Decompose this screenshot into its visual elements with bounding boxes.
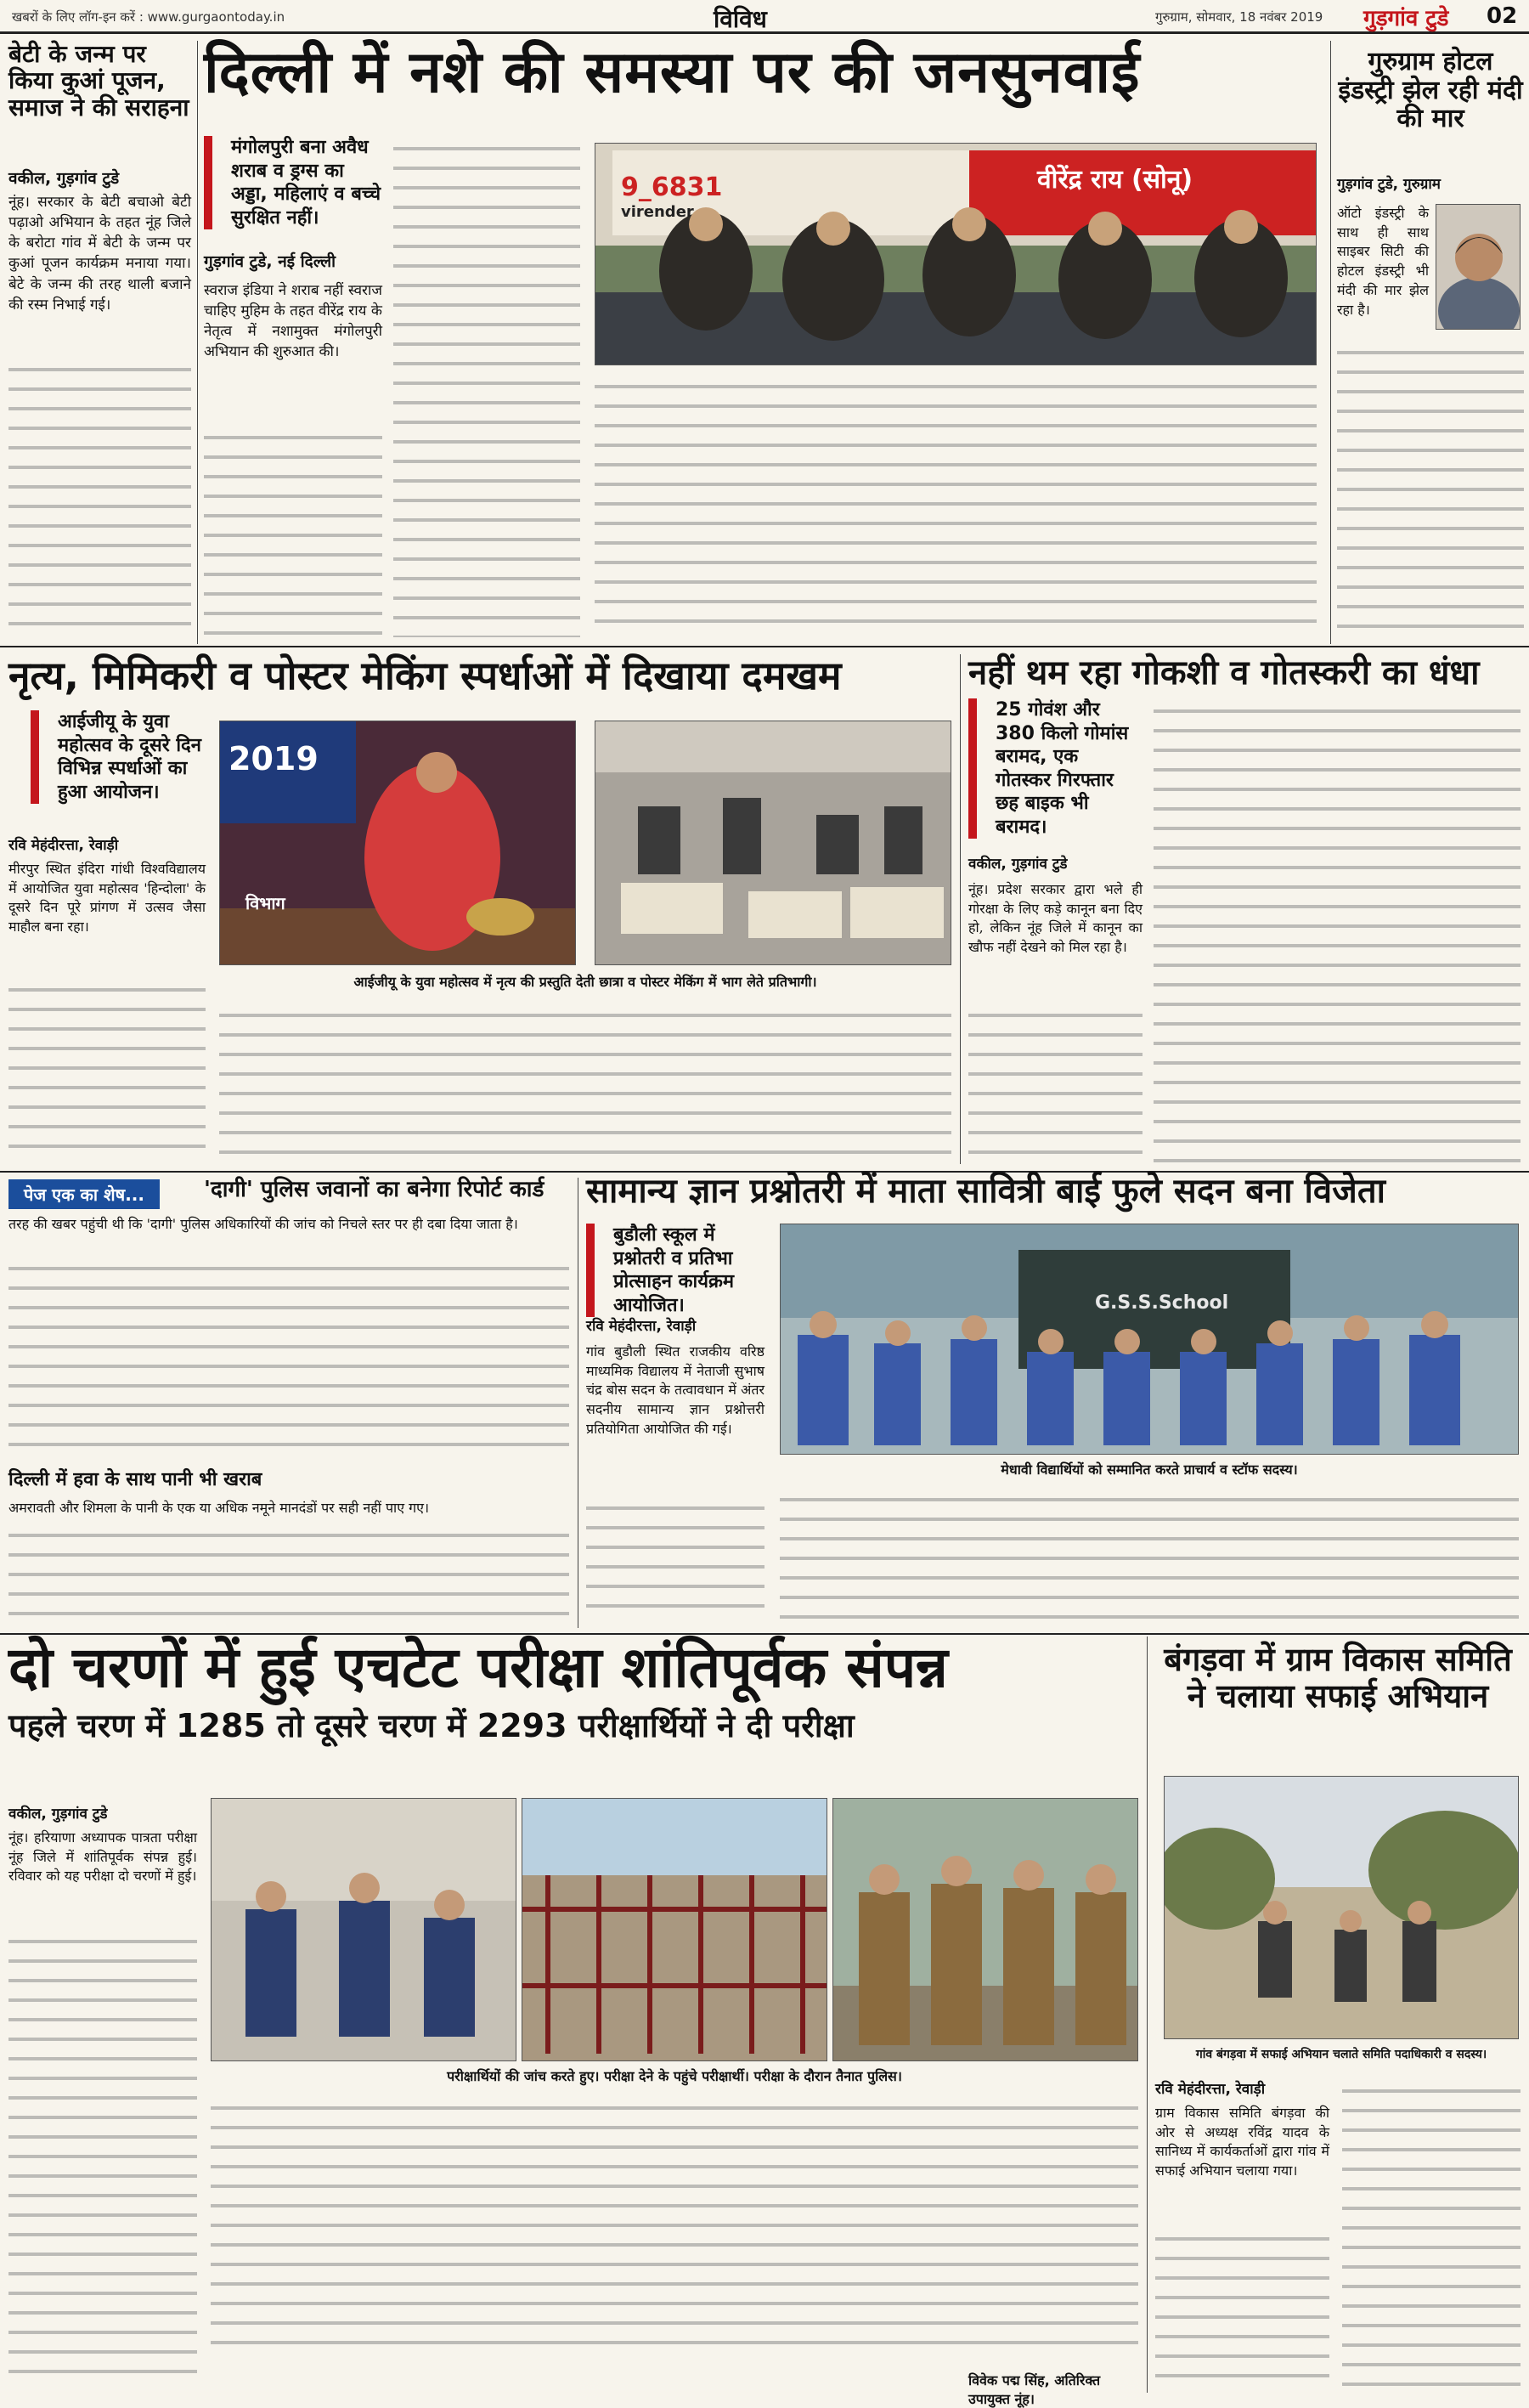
hotel-story-text-lines <box>1337 340 1524 637</box>
dance-story-text-lines-2 <box>219 1003 951 1164</box>
dance-story-headline: नृत्य, मिमिकरी व पोस्टर मेकिंग स्पर्धाओं में दिखाया दमखम <box>8 653 842 698</box>
cow-story-text-lines-2 <box>1154 698 1521 1164</box>
htet-photo-2 <box>522 1798 827 2061</box>
htet-photo-1-art <box>212 1799 516 2061</box>
clean-photo-art <box>1165 1777 1519 2039</box>
quiz-story-byline: रवि मेहंदीरत्ता, रेवाड़ी <box>586 1318 697 1335</box>
main-story-headline: दिल्ली में नशे की समस्या पर की जनसुनवाई <box>204 39 1141 106</box>
main-story-byline: गुड़गांव टुडे, नई दिल्ली <box>204 252 336 271</box>
cow-story-headline: नहीं थम रहा गोकशी व गोतस्करी का धंधा <box>968 653 1480 692</box>
main-photo-banner-name: virender <box>621 203 694 221</box>
main-story-text-lines-2 <box>393 136 580 637</box>
main-story-body: स्वराज इंडिया ने शराब नहीं स्वराज चाहिए मुहिम के तहत वीरेंद्र राय के नेतृत्व में नशामुक्त मंगोलपुरी अभियान की शुरुआत की। <box>204 282 382 361</box>
column-rule <box>197 41 198 644</box>
clean-story-headline: बंगड़वा में ग्राम विकास समिति ने चलाया सफाई अभियान <box>1164 1641 1512 1715</box>
htet-photo-2-art <box>522 1799 827 2061</box>
dance-photo-dept: विभाग <box>245 893 285 913</box>
girl-story-body: नूंह। सरकार के बेटी बचाओ बेटी पढ़ाओ अभियान के तहत नूंह जिले के बरोटा गांव में बेटी के जन्म पर कुआं पूजन कार्यक्रम मनाया गया। बेटे के जन्म की तरह थाली बजाने की रस्म निभाई गई। <box>8 194 191 314</box>
htet-story-text-lines-2 <box>211 2095 1138 2359</box>
clean-story-text-lines <box>1155 2226 1329 2388</box>
dance-story-body: मीरपुर स्थित इंदिरा गांधी विश्वविद्यालय में आयोजित युवा महोत्सव 'हिन्दोला' के दूसरे दिन पूरे प्रांगण में उत्सव जैसा माहौल बना रहा। <box>8 861 206 936</box>
masthead-date: गुरुग्राम, सोमवार, 18 नवंबर 2019 <box>1155 9 1323 25</box>
main-story-text-lines <box>204 425 382 637</box>
htet-story-byline: वकील, गुड़गांव टुडे <box>8 1806 108 1823</box>
dance-photo-caption: आईजीयू के युवा महोत्सव में नृत्य की प्रस्तुति देती छात्रा व पोस्टर मेकिंग में भाग लेते प्रतिभागी। <box>353 974 817 990</box>
main-photo-banner-number: 9_6831 <box>621 172 723 202</box>
htet-story-text-lines <box>8 1929 197 2388</box>
hotel-portrait-art <box>1436 205 1521 330</box>
poster-photo-art <box>595 721 951 965</box>
clean-story-byline: रवि मेहंदीरत्ता, रेवाड़ी <box>1155 2081 1266 2098</box>
continuation-flag: पेज एक का शेष... <box>8 1179 160 1209</box>
column-rule <box>960 654 961 1164</box>
quiz-story-text-lines <box>586 1495 764 1623</box>
clean-story-text-lines-2 <box>1342 2078 1521 2388</box>
column-rule <box>1330 41 1331 644</box>
main-story-text-lines-3 <box>595 374 1317 637</box>
htet-photo-1 <box>211 1798 516 2061</box>
quiz-story-headline: सामान्य ज्ञान प्रश्नोतरी में माता सावित्री बाई फुले सदन बना विजेता <box>586 1172 1385 1211</box>
girl-story-text-lines <box>8 357 191 637</box>
htet-reporter-note: विवेक पद्म सिंह, अतिरिक्त उपायुक्त नूंह। <box>968 2372 1101 2407</box>
delhi-water-body: अमरावती और शिमला के पानी के एक या अधिक नमूने मानदंडों पर सही नहीं पाए गए। <box>8 1500 430 1516</box>
masthead <box>0 0 1529 34</box>
cow-story-bullet: 25 गोवंश और 380 किलो गोमांस बरामद, एक गोतस्कर गिरफ्तार छह बाइक भी बरामद। <box>968 698 1138 839</box>
police-story-headline: 'दागी' पुलिस जवानों का बनेगा रिपोर्ट कार्ड <box>204 1177 544 1202</box>
dance-story-bullet: आईजीयू के युवा महोत्सव के दूसरे दिन विभिन्न स्पर्धाओं का हुआ आयोजन। <box>31 710 209 804</box>
section-title: विविध <box>714 5 767 33</box>
masthead-left-note: खबरों के लिए लॉग-इन करें : www.gurgaontoday.in <box>12 9 285 25</box>
dance-story-text-lines <box>8 977 206 1162</box>
hotel-story-body: ऑटो इंडस्ट्री के साथ ही साथ साइबर सिटी की होटल इंडस्ट्री भी मंदी की मार झेल रहा है। <box>1337 205 1429 318</box>
delhi-water-text-lines <box>8 1523 569 1625</box>
htet-photo-caption: परीक्षार्थियों की जांच करते हुए। परीक्षा देने के पहुंचे परीक्षार्थी। परीक्षा के दौरान तैनात पुलिस। <box>447 2068 902 2084</box>
htet-story-body: नूंह। हरियाणा अध्यापक पात्रता परीक्षा नूंह जिले में शांतिपूर्वक संपन्न हुई। रविवार को यह परीक्षा दो चरणों में हुई। <box>8 1829 197 1885</box>
htet-photo-3-art <box>833 1799 1138 2061</box>
dance-photo-year: 2019 <box>229 740 319 777</box>
clean-photo-caption: गांव बंगड़वा में सफाई अभियान चलाते समिति पदाधिकारी व सदस्य। <box>1195 2048 1487 2061</box>
police-story-text-lines <box>8 1256 569 1460</box>
dance-story-byline: रवि मेहंदीरत्ता, रेवाड़ी <box>8 837 119 854</box>
girl-story-headline: बेटी के जन्म पर किया कुआं पूजन, समाज ने की सराहना <box>8 40 189 122</box>
clean-photo <box>1164 1776 1519 2039</box>
quiz-photo <box>780 1224 1519 1455</box>
quiz-story-body: गांव बुडौली स्थित राजकीय वरिष्ठ माध्यमिक विद्यालय में नेताजी सुभाष चंद्र बोस सदन के तत्वावधान में अंतर सदनीय सामान्य ज्ञान प्रश्नोत्तरी प्रतियोगिता आयोजित की गई। <box>586 1343 764 1437</box>
main-photo-banner-side: वीरेंद्र राय (सोनू) <box>1037 165 1193 195</box>
quiz-photo-caption: मेधावी विद्यार्थियों को सम्मानित करते प्राचार्य व स्टॉफ सदस्य। <box>1001 1461 1298 1478</box>
girl-story-byline: वकील, गुड़गांव टुडे <box>8 169 120 188</box>
htet-story-headline: दो चरणों में हुई एचटेट परीक्षा शांतिपूर्वक संपन्न <box>8 1635 948 1700</box>
quiz-story-text-lines-2 <box>780 1487 1519 1623</box>
clean-story-body: ग्राम विकास समिति बंगड़वा की ओर से अध्यक्ष रविंद्र यादव के सानिध्य में कार्यकर्ताओं द्वारा गांव में सफाई अभियान चलाया गया। <box>1155 2105 1329 2179</box>
quiz-photo-board-text: G.S.S.School <box>1095 1292 1229 1314</box>
cow-story-byline: वकील, गुड़गांव टुडे <box>968 856 1068 873</box>
quiz-photo-art <box>781 1224 1519 1455</box>
hotel-story-photo <box>1436 204 1521 330</box>
main-story-bullet: मंगोलपुरी बना अवैध शराब व ड्रग्स का अड्डा, महिलाएं व बच्चे सुरक्षित नहीं। <box>204 136 382 229</box>
poster-making-photo <box>595 721 951 965</box>
quiz-story-bullet: बुडौली स्कूल में प्रश्नोतरी व प्रतिभा प्रोत्साहन कार्यक्रम आयोजित। <box>586 1224 756 1317</box>
page-number: 02 <box>1487 3 1518 29</box>
hotel-story-byline: गुड़गांव टुडे, गुरुग्राम <box>1337 176 1441 193</box>
hotel-story-headline: गुरुग्राम होटल इंडस्ट्री झेल रही मंदी की मार <box>1338 47 1523 134</box>
delhi-water-subhead: दिल्ली में हवा के साथ पानी भी खराब <box>8 1469 262 1490</box>
section-rule <box>0 646 1529 647</box>
htet-photo-3 <box>832 1798 1138 2061</box>
cow-story-body: नूंह। प्रदेश सरकार द्वारा भले ही गोरक्षा के लिए कड़े कानून बना दिए हो, लेकिन नूंह जिले में कानून का खौफ नहीं देखने को मिल रहा है। <box>968 881 1143 956</box>
dance-photo <box>219 721 576 965</box>
htet-story-subhead: पहले चरण में 1285 तो दूसरे चरण में 2293 परीक्षार्थियों ने दी परीक्षा <box>8 1707 855 1744</box>
main-story-photo <box>595 143 1317 365</box>
brand-logo: गुड़गांव टुडे <box>1363 6 1449 31</box>
police-story-body: तरह की खबर पहुंची थी कि 'दागी' पुलिस अधिकारियों की जांच को निचले स्तर पर ही दबा दिया जाता है। <box>8 1216 518 1232</box>
column-rule <box>1147 1636 1148 2393</box>
cow-story-text-lines <box>968 1003 1143 1164</box>
